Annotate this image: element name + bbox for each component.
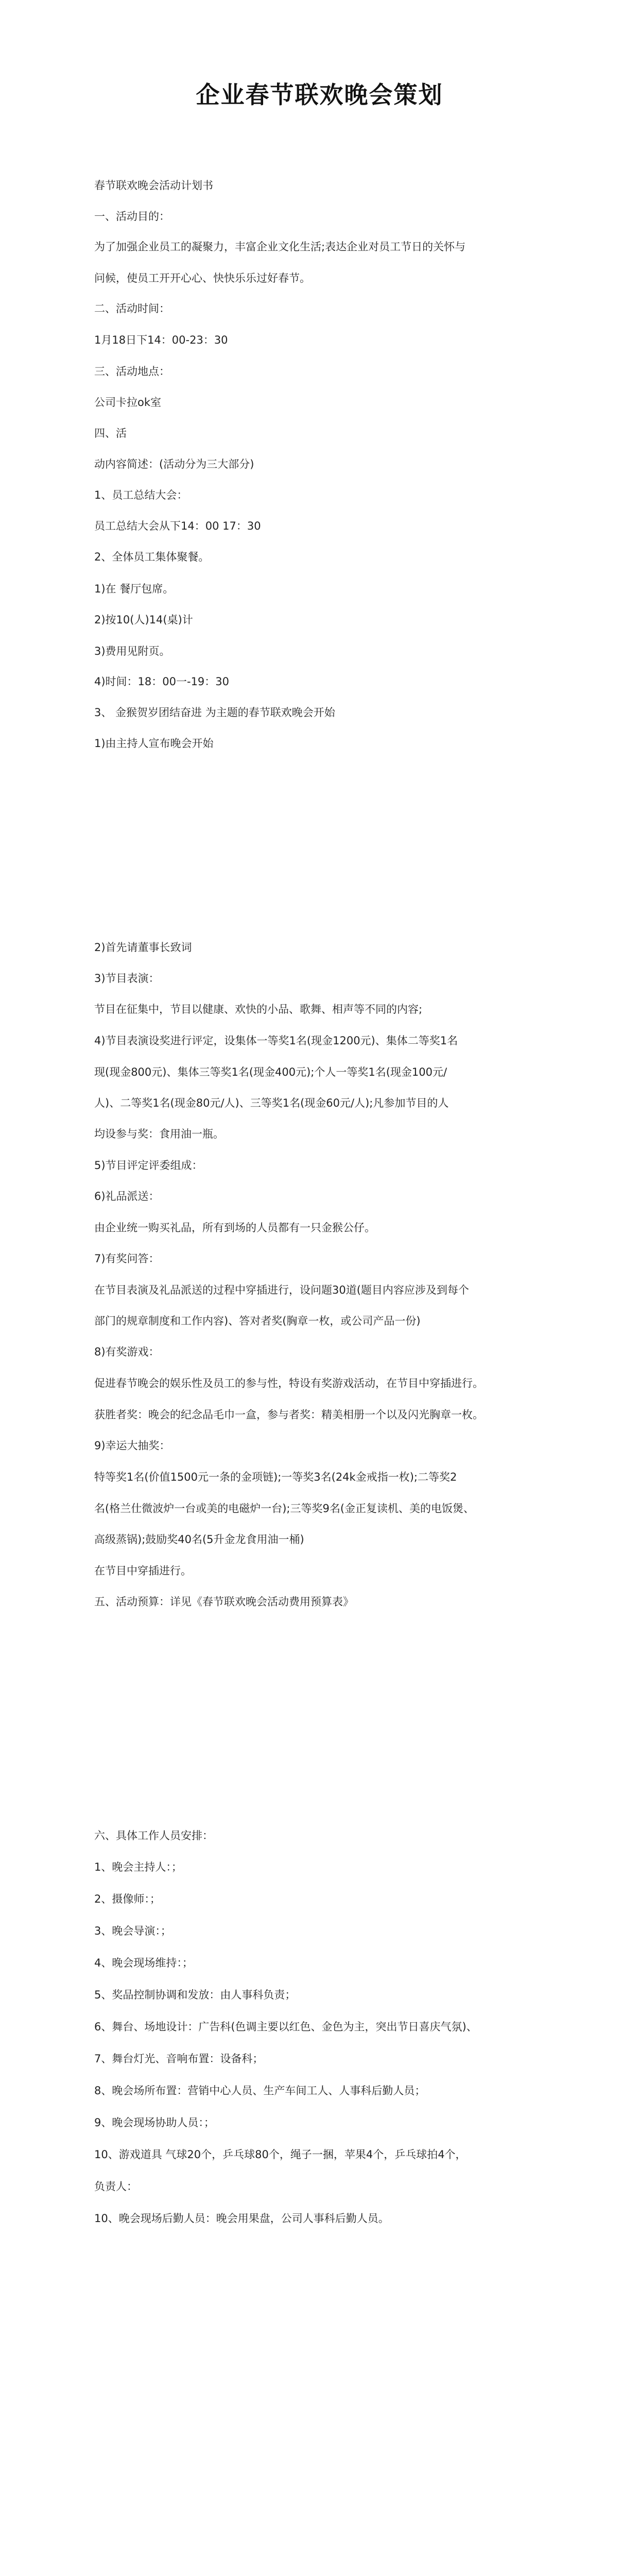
text-line: 特等奖1名(价值1500元一条的金项链);一等奖3名(24k金戒指一枚);二等奖2	[94, 1471, 457, 1483]
text-line: 3、 金猴贺岁团结奋进 为主题的春节联欢晚会开始	[94, 706, 335, 719]
text-line: 9)幸运大抽奖：	[94, 1439, 170, 1452]
text-line: 1、晚会主持人：；	[94, 1861, 182, 1873]
text-line: 1、员工总结大会：	[94, 489, 188, 501]
text-line: 人)、二等奖1名(现金80元/人)、三等奖1名(现金60元/人);凡参加节目的人	[94, 1097, 449, 1109]
text-line: 为了加强企业员工的凝聚力，丰富企业文化生活;表达企业对员工节日的关怀与	[94, 241, 466, 253]
text-line: 动内容简述：(活动分为三大部分)	[94, 458, 254, 470]
text-line: 获胜者奖：晚会的纪念品毛巾一盒，参与者奖：精美相册一个以及闪光胸章一枚。	[94, 1409, 483, 1421]
text-line: 在节目中穿插进行。	[94, 1565, 192, 1577]
text-line: 3)费用见附页。	[94, 645, 170, 657]
document-title: 企业春节联欢晚会策划	[196, 81, 443, 109]
text-line: 7、舞台灯光、音响布置：设备科；	[94, 2053, 264, 2065]
text-line: 员工总结大会从下14：00 17：30	[94, 520, 261, 532]
text-line: 二、活动时间：	[94, 302, 170, 315]
text-line: 春节联欢晚会活动计划书	[94, 179, 213, 192]
text-line: 1月18日下14：00-23：30	[94, 334, 228, 346]
text-line: 五、活动预算：详见《春节联欢晚会活动费用预算表》	[94, 1596, 354, 1608]
text-line: 4)时间：18：00一-19：30	[94, 675, 230, 688]
text-line: 由企业统一购买礼品，所有到场的人员都有一只金猴公仔。	[94, 1222, 375, 1234]
text-line: 均设参与奖：食用油一瓶。	[94, 1128, 224, 1140]
text-line: 4)节目表演设奖进行评定，设集体一等奖1名(现金1200元)、集体二等奖1名	[94, 1035, 458, 1047]
text-line: 10、晚会现场后勤人员：晚会用果盘，公司人事科后勤人员。	[94, 2212, 389, 2225]
text-line: 2、摄像师：；	[94, 1893, 161, 1905]
text-line: 8)有奖游戏：	[94, 1346, 160, 1358]
text-line: 5)节目评定评委组成：	[94, 1159, 203, 1172]
text-line: 问候，使员工开开心心、快快乐乐过好春节。	[94, 272, 310, 284]
text-line: 负责人：	[94, 2180, 137, 2193]
text-line: 6)礼品派送：	[94, 1190, 160, 1202]
text-line: 3)节目表演：	[94, 972, 160, 985]
text-line: 名(格兰仕微波炉一台或美的电磁炉一台);三等奖9名(金正复读机、美的电饭煲、	[94, 1502, 475, 1515]
text-line: 8、晚会场所布置：营销中心人员、生产车间工人、人事科后勤人员；	[94, 2084, 426, 2097]
text-line: 在节目表演及礼品派送的过程中穿插进行，设问题30道(题目内容应涉及到每个	[94, 1284, 469, 1296]
text-line: 6、舞台、场地设计：广告科(色调主要以红色、金色为主，突出节日喜庆气氛)、	[94, 2021, 477, 2033]
text-line: 三、活动地点：	[94, 365, 170, 378]
text-line: 5、奖品控制协调和发放：由人事科负责；	[94, 1989, 296, 2001]
text-line: 2、全体员工集体聚餐。	[94, 551, 210, 563]
text-line: 3、晚会导演：；	[94, 1925, 171, 1937]
text-line: 公司卡拉ok室	[94, 396, 162, 409]
text-line: 2)按10(人)14(桌)计	[94, 614, 193, 626]
text-line: 10、游戏道具 气球20个，乒乓球80个，绳子一捆，苹果4个，乒乓球拍4个，	[94, 2148, 467, 2161]
text-line: 四、活	[94, 427, 127, 439]
text-line: 1)在 餐厅包席。	[94, 583, 174, 595]
text-line: 现(现金800元)、集体三等奖1名(现金400元);个人一等奖1名(现金100元/	[94, 1066, 447, 1078]
text-line: 六、具体工作人员安排：	[94, 1829, 213, 1842]
text-line: 1)由主持人宣布晚会开始	[94, 737, 214, 750]
text-line: 4、晚会现场维持：；	[94, 1957, 193, 1969]
text-line: 一、活动目的：	[94, 210, 170, 223]
text-line: 节目在征集中，节目以健康、欢快的小品、歌舞、相声等不同的内容;	[94, 1003, 423, 1015]
text-line: 2)首先请董事长致词	[94, 941, 192, 954]
text-line: 7)有奖问答：	[94, 1252, 160, 1265]
text-line: 部门的规章制度和工作内容)、答对者奖(胸章一枚，或公司产品一份)	[94, 1315, 421, 1327]
text-line: 促进春节晚会的娱乐性及员工的参与性，特设有奖游戏活动，在节目中穿插进行。	[94, 1377, 483, 1389]
text-line: 9、晚会现场协助人员：；	[94, 2116, 215, 2129]
text-line: 高级蒸锅);鼓励奖40名(5升金龙食用油一桶)	[94, 1533, 304, 1546]
